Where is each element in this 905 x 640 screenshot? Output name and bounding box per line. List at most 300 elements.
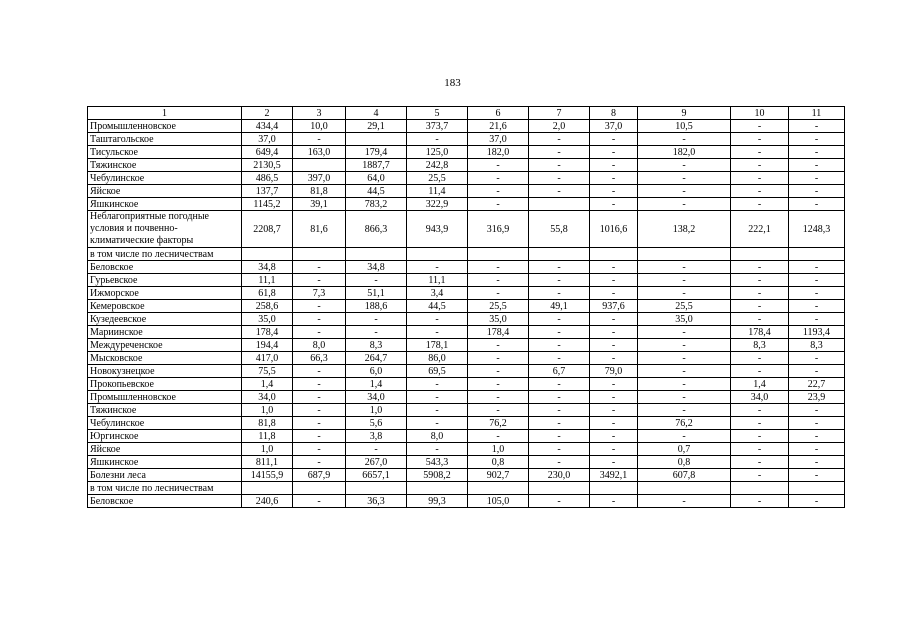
value-cell: 81,8 xyxy=(242,417,293,430)
value-cell: - xyxy=(789,133,845,146)
value-cell: 242,8 xyxy=(407,159,468,172)
value-cell: 76,2 xyxy=(468,417,529,430)
value-cell: - xyxy=(346,274,407,287)
value-cell: 81,6 xyxy=(293,211,346,248)
row-label-cell: Мариинское xyxy=(88,326,242,339)
value-cell: - xyxy=(293,326,346,339)
value-cell: 0,7 xyxy=(638,443,731,456)
value-cell: - xyxy=(731,469,789,482)
value-cell: - xyxy=(789,185,845,198)
value-cell: 2,0 xyxy=(529,120,590,133)
value-cell: - xyxy=(638,404,731,417)
value-cell: - xyxy=(529,417,590,430)
value-cell xyxy=(242,248,293,261)
value-cell: 182,0 xyxy=(638,146,731,159)
value-cell: 267,0 xyxy=(346,456,407,469)
value-cell: - xyxy=(789,352,845,365)
row-label-cell: Яйское xyxy=(88,443,242,456)
value-cell: 81,8 xyxy=(293,185,346,198)
row-label-cell: Чебулинское xyxy=(88,417,242,430)
value-cell: - xyxy=(789,313,845,326)
value-cell: 37,0 xyxy=(242,133,293,146)
value-cell: 943,9 xyxy=(407,211,468,248)
header-cell: 3 xyxy=(293,107,346,120)
value-cell: 39,1 xyxy=(293,198,346,211)
value-cell: - xyxy=(529,261,590,274)
value-cell xyxy=(731,482,789,495)
value-cell: - xyxy=(638,172,731,185)
value-cell: - xyxy=(789,417,845,430)
value-cell: - xyxy=(590,339,638,352)
value-cell xyxy=(346,248,407,261)
value-cell: - xyxy=(638,391,731,404)
table-row xyxy=(88,133,845,146)
value-cell: 64,0 xyxy=(346,172,407,185)
value-cell: - xyxy=(529,430,590,443)
header-cell: 2 xyxy=(242,107,293,120)
value-cell: - xyxy=(293,391,346,404)
value-cell: 8,3 xyxy=(789,339,845,352)
value-cell: 1,0 xyxy=(468,443,529,456)
value-cell: 11,4 xyxy=(407,185,468,198)
table-row xyxy=(88,482,845,495)
value-cell: - xyxy=(529,352,590,365)
value-cell: - xyxy=(731,443,789,456)
value-cell: - xyxy=(293,456,346,469)
value-cell: - xyxy=(590,261,638,274)
value-cell: 322,9 xyxy=(407,198,468,211)
value-cell: 10,0 xyxy=(293,120,346,133)
row-label-cell: Таштагольское xyxy=(88,133,242,146)
header-cell: 8 xyxy=(590,107,638,120)
table-row xyxy=(88,404,845,417)
header-cell: 10 xyxy=(731,107,789,120)
value-cell: - xyxy=(468,339,529,352)
table-row xyxy=(88,365,845,378)
value-cell: 22,7 xyxy=(789,378,845,391)
value-cell xyxy=(346,482,407,495)
value-cell: - xyxy=(590,313,638,326)
value-cell: 6,7 xyxy=(529,365,590,378)
value-cell: 8,3 xyxy=(346,339,407,352)
value-cell: 264,7 xyxy=(346,352,407,365)
value-cell: - xyxy=(731,430,789,443)
value-cell: 99,3 xyxy=(407,495,468,508)
value-cell: - xyxy=(293,443,346,456)
value-cell: - xyxy=(638,365,731,378)
value-cell: 11,1 xyxy=(407,274,468,287)
value-cell: 125,0 xyxy=(407,146,468,159)
value-cell: 1,4 xyxy=(346,378,407,391)
value-cell: 6657,1 xyxy=(346,469,407,482)
value-cell: - xyxy=(789,159,845,172)
value-cell: 79,0 xyxy=(590,365,638,378)
value-cell xyxy=(293,482,346,495)
value-cell: 937,6 xyxy=(590,300,638,313)
table-row xyxy=(88,248,845,261)
value-cell: 61,8 xyxy=(242,287,293,300)
value-cell xyxy=(529,248,590,261)
value-cell: 34,8 xyxy=(346,261,407,274)
value-cell: 137,7 xyxy=(242,185,293,198)
value-cell: - xyxy=(346,443,407,456)
value-cell: 35,0 xyxy=(242,313,293,326)
value-cell xyxy=(468,248,529,261)
value-cell: - xyxy=(731,185,789,198)
value-cell: 34,8 xyxy=(242,261,293,274)
value-cell: - xyxy=(293,404,346,417)
row-label-cell: Промышленновское xyxy=(88,391,242,404)
table-row xyxy=(88,172,845,185)
value-cell: - xyxy=(468,391,529,404)
value-cell: - xyxy=(407,313,468,326)
value-cell: 2208,7 xyxy=(242,211,293,248)
table-row xyxy=(88,339,845,352)
value-cell: - xyxy=(638,261,731,274)
value-cell: 194,4 xyxy=(242,339,293,352)
value-cell: 783,2 xyxy=(346,198,407,211)
header-cell: 11 xyxy=(789,107,845,120)
value-cell: - xyxy=(731,133,789,146)
table-row xyxy=(88,300,845,313)
value-cell: - xyxy=(590,456,638,469)
value-cell: 373,7 xyxy=(407,120,468,133)
value-cell: 35,0 xyxy=(638,313,731,326)
value-cell: - xyxy=(529,339,590,352)
value-cell: 3,4 xyxy=(407,287,468,300)
value-cell: 230,0 xyxy=(529,469,590,482)
value-cell: 25,5 xyxy=(638,300,731,313)
value-cell: - xyxy=(638,185,731,198)
value-cell: - xyxy=(590,378,638,391)
value-cell: 649,4 xyxy=(242,146,293,159)
value-cell: 240,6 xyxy=(242,495,293,508)
table-row xyxy=(88,120,845,133)
value-cell: - xyxy=(293,274,346,287)
value-cell: 34,0 xyxy=(346,391,407,404)
table-body xyxy=(88,120,845,508)
table-row xyxy=(88,417,845,430)
value-cell: 188,6 xyxy=(346,300,407,313)
value-cell: 11,1 xyxy=(242,274,293,287)
value-cell: 1,4 xyxy=(731,378,789,391)
value-cell: - xyxy=(590,352,638,365)
value-cell: 86,0 xyxy=(407,352,468,365)
value-cell: - xyxy=(468,378,529,391)
value-cell: - xyxy=(407,391,468,404)
value-cell: 222,1 xyxy=(731,211,789,248)
header-cell: 6 xyxy=(468,107,529,120)
value-cell: - xyxy=(468,352,529,365)
row-label-cell: Гурьевское xyxy=(88,274,242,287)
value-cell: 51,1 xyxy=(346,287,407,300)
value-cell: - xyxy=(590,274,638,287)
value-cell: - xyxy=(468,185,529,198)
value-cell: 687,9 xyxy=(293,469,346,482)
table-row xyxy=(88,326,845,339)
value-cell: - xyxy=(293,417,346,430)
value-cell: - xyxy=(529,456,590,469)
row-label-cell: Яшкинское xyxy=(88,198,242,211)
row-label-cell: Юргинское xyxy=(88,430,242,443)
value-cell: 1016,6 xyxy=(590,211,638,248)
value-cell: 178,4 xyxy=(731,326,789,339)
value-cell: 34,0 xyxy=(731,391,789,404)
value-cell: 178,1 xyxy=(407,339,468,352)
value-cell: 25,5 xyxy=(468,300,529,313)
value-cell: - xyxy=(407,443,468,456)
value-cell: - xyxy=(468,261,529,274)
value-cell: 36,3 xyxy=(346,495,407,508)
table-row xyxy=(88,430,845,443)
value-cell: - xyxy=(590,172,638,185)
value-cell xyxy=(529,482,590,495)
value-cell: - xyxy=(731,352,789,365)
value-cell: - xyxy=(789,274,845,287)
row-label-cell: Тяжинское xyxy=(88,159,242,172)
row-label-cell: Кузедеевское xyxy=(88,313,242,326)
value-cell: 75,5 xyxy=(242,365,293,378)
value-cell: 417,0 xyxy=(242,352,293,365)
header-cell: 1 xyxy=(88,107,242,120)
value-cell: - xyxy=(293,495,346,508)
table-row xyxy=(88,274,845,287)
value-cell: - xyxy=(529,185,590,198)
row-label-cell: Ижморское xyxy=(88,287,242,300)
value-cell: - xyxy=(731,417,789,430)
value-cell: - xyxy=(731,146,789,159)
table-row xyxy=(88,287,845,300)
value-cell: 811,1 xyxy=(242,456,293,469)
value-cell: - xyxy=(731,198,789,211)
value-cell: 66,3 xyxy=(293,352,346,365)
value-cell: 1248,3 xyxy=(789,211,845,248)
value-cell: - xyxy=(293,378,346,391)
table-row xyxy=(88,146,845,159)
value-cell: - xyxy=(590,185,638,198)
value-cell: - xyxy=(789,443,845,456)
value-cell: 178,4 xyxy=(242,326,293,339)
value-cell: 543,3 xyxy=(407,456,468,469)
value-cell: - xyxy=(529,287,590,300)
value-cell: 37,0 xyxy=(590,120,638,133)
row-label-cell: Чебулинское xyxy=(88,172,242,185)
value-cell: - xyxy=(590,198,638,211)
value-cell: - xyxy=(731,495,789,508)
value-cell: - xyxy=(346,313,407,326)
value-cell: 44,5 xyxy=(407,300,468,313)
value-cell: 3492,1 xyxy=(590,469,638,482)
value-cell: - xyxy=(529,443,590,456)
value-cell: - xyxy=(731,456,789,469)
value-cell: - xyxy=(789,146,845,159)
value-cell: - xyxy=(468,430,529,443)
value-cell: 138,2 xyxy=(638,211,731,248)
value-cell: - xyxy=(407,133,468,146)
value-cell: 49,1 xyxy=(529,300,590,313)
value-cell: - xyxy=(731,365,789,378)
value-cell: 178,4 xyxy=(468,326,529,339)
value-cell: - xyxy=(529,159,590,172)
row-label-cell: Кемеровское xyxy=(88,300,242,313)
row-label-cell: Промышленновское xyxy=(88,120,242,133)
value-cell xyxy=(242,482,293,495)
table-row xyxy=(88,313,845,326)
row-label-cell: в том числе по лесничествам xyxy=(88,248,242,261)
value-cell: - xyxy=(407,326,468,339)
row-label-cell: Междуреченское xyxy=(88,339,242,352)
value-cell: 2130,5 xyxy=(242,159,293,172)
value-cell: - xyxy=(293,365,346,378)
value-cell: - xyxy=(293,300,346,313)
value-cell xyxy=(638,482,731,495)
value-cell xyxy=(590,248,638,261)
value-cell: 11,8 xyxy=(242,430,293,443)
value-cell: 258,6 xyxy=(242,300,293,313)
value-cell: 69,5 xyxy=(407,365,468,378)
header-cell: 4 xyxy=(346,107,407,120)
value-cell: - xyxy=(590,417,638,430)
value-cell: 182,0 xyxy=(468,146,529,159)
value-cell: - xyxy=(638,430,731,443)
value-cell: - xyxy=(590,443,638,456)
row-label-cell: Беловское xyxy=(88,495,242,508)
value-cell: - xyxy=(731,261,789,274)
value-cell: 76,2 xyxy=(638,417,731,430)
table-row xyxy=(88,456,845,469)
value-cell: - xyxy=(346,326,407,339)
value-cell xyxy=(407,248,468,261)
value-cell: - xyxy=(638,133,731,146)
value-cell: - xyxy=(468,274,529,287)
row-label-cell: в том числе по лесничествам xyxy=(88,482,242,495)
value-cell: 44,5 xyxy=(346,185,407,198)
value-cell: - xyxy=(529,274,590,287)
row-label-cell: Тяжинское xyxy=(88,404,242,417)
row-label-cell: Неблагоприятные погодные условия и почвенно-климатические факторы xyxy=(88,211,242,248)
value-cell: 29,1 xyxy=(346,120,407,133)
value-cell: 0,8 xyxy=(468,456,529,469)
value-cell: - xyxy=(407,404,468,417)
row-label-cell: Мысковское xyxy=(88,352,242,365)
value-cell: - xyxy=(789,120,845,133)
value-cell: 0,8 xyxy=(638,456,731,469)
header-cell: 5 xyxy=(407,107,468,120)
value-cell: - xyxy=(731,313,789,326)
value-cell: - xyxy=(789,198,845,211)
value-cell xyxy=(638,248,731,261)
value-cell: - xyxy=(789,456,845,469)
value-cell: - xyxy=(789,365,845,378)
value-cell: - xyxy=(293,313,346,326)
value-cell: - xyxy=(731,404,789,417)
value-cell: - xyxy=(638,274,731,287)
value-cell: - xyxy=(468,287,529,300)
value-cell: - xyxy=(789,261,845,274)
value-cell: 1,0 xyxy=(346,404,407,417)
value-cell: - xyxy=(590,146,638,159)
value-cell: 5908,2 xyxy=(407,469,468,482)
row-label-cell: Беловское xyxy=(88,261,242,274)
value-cell: - xyxy=(789,495,845,508)
value-cell: - xyxy=(529,378,590,391)
value-cell: 1193,4 xyxy=(789,326,845,339)
value-cell: 105,0 xyxy=(468,495,529,508)
table-row xyxy=(88,378,845,391)
row-label-cell: Прокопьевское xyxy=(88,378,242,391)
value-cell: - xyxy=(731,172,789,185)
value-cell: - xyxy=(638,159,731,172)
value-cell: 866,3 xyxy=(346,211,407,248)
value-cell: 607,8 xyxy=(638,469,731,482)
table-row xyxy=(88,159,845,172)
value-cell: - xyxy=(731,120,789,133)
value-cell: 10,5 xyxy=(638,120,731,133)
value-cell xyxy=(731,248,789,261)
value-cell: 25,5 xyxy=(407,172,468,185)
row-label-cell: Новокузнецкое xyxy=(88,365,242,378)
value-cell: - xyxy=(731,159,789,172)
value-cell: - xyxy=(789,430,845,443)
value-cell: - xyxy=(529,313,590,326)
header-cell: 9 xyxy=(638,107,731,120)
value-cell: - xyxy=(638,287,731,300)
value-cell: - xyxy=(638,495,731,508)
value-cell: - xyxy=(529,146,590,159)
value-cell: 8,3 xyxy=(731,339,789,352)
table-row xyxy=(88,198,845,211)
value-cell: 55,8 xyxy=(529,211,590,248)
value-cell xyxy=(468,482,529,495)
value-cell: - xyxy=(407,261,468,274)
value-cell: - xyxy=(529,326,590,339)
value-cell: - xyxy=(638,352,731,365)
value-cell: - xyxy=(638,378,731,391)
page-number: 183 xyxy=(444,77,461,89)
value-cell xyxy=(293,159,346,172)
value-cell: 1887,7 xyxy=(346,159,407,172)
value-cell xyxy=(590,482,638,495)
value-cell: - xyxy=(731,274,789,287)
table-row xyxy=(88,495,845,508)
value-cell: - xyxy=(529,495,590,508)
value-cell: 7,3 xyxy=(293,287,346,300)
value-cell: 6,0 xyxy=(346,365,407,378)
value-cell: 23,9 xyxy=(789,391,845,404)
value-cell: - xyxy=(468,365,529,378)
value-cell: - xyxy=(590,495,638,508)
value-cell: 8,0 xyxy=(407,430,468,443)
value-cell: - xyxy=(789,469,845,482)
value-cell: 434,4 xyxy=(242,120,293,133)
row-label-cell: Яшкинское xyxy=(88,456,242,469)
value-cell: - xyxy=(638,326,731,339)
value-cell: 902,7 xyxy=(468,469,529,482)
header-cell: 7 xyxy=(529,107,590,120)
value-cell: - xyxy=(638,339,731,352)
value-cell: 163,0 xyxy=(293,146,346,159)
value-cell: - xyxy=(293,430,346,443)
value-cell: - xyxy=(731,300,789,313)
value-cell: - xyxy=(293,261,346,274)
value-cell: - xyxy=(789,404,845,417)
value-cell: - xyxy=(590,404,638,417)
value-cell xyxy=(346,133,407,146)
value-cell xyxy=(789,482,845,495)
value-cell: - xyxy=(529,391,590,404)
value-cell: - xyxy=(789,287,845,300)
value-cell: - xyxy=(638,198,731,211)
